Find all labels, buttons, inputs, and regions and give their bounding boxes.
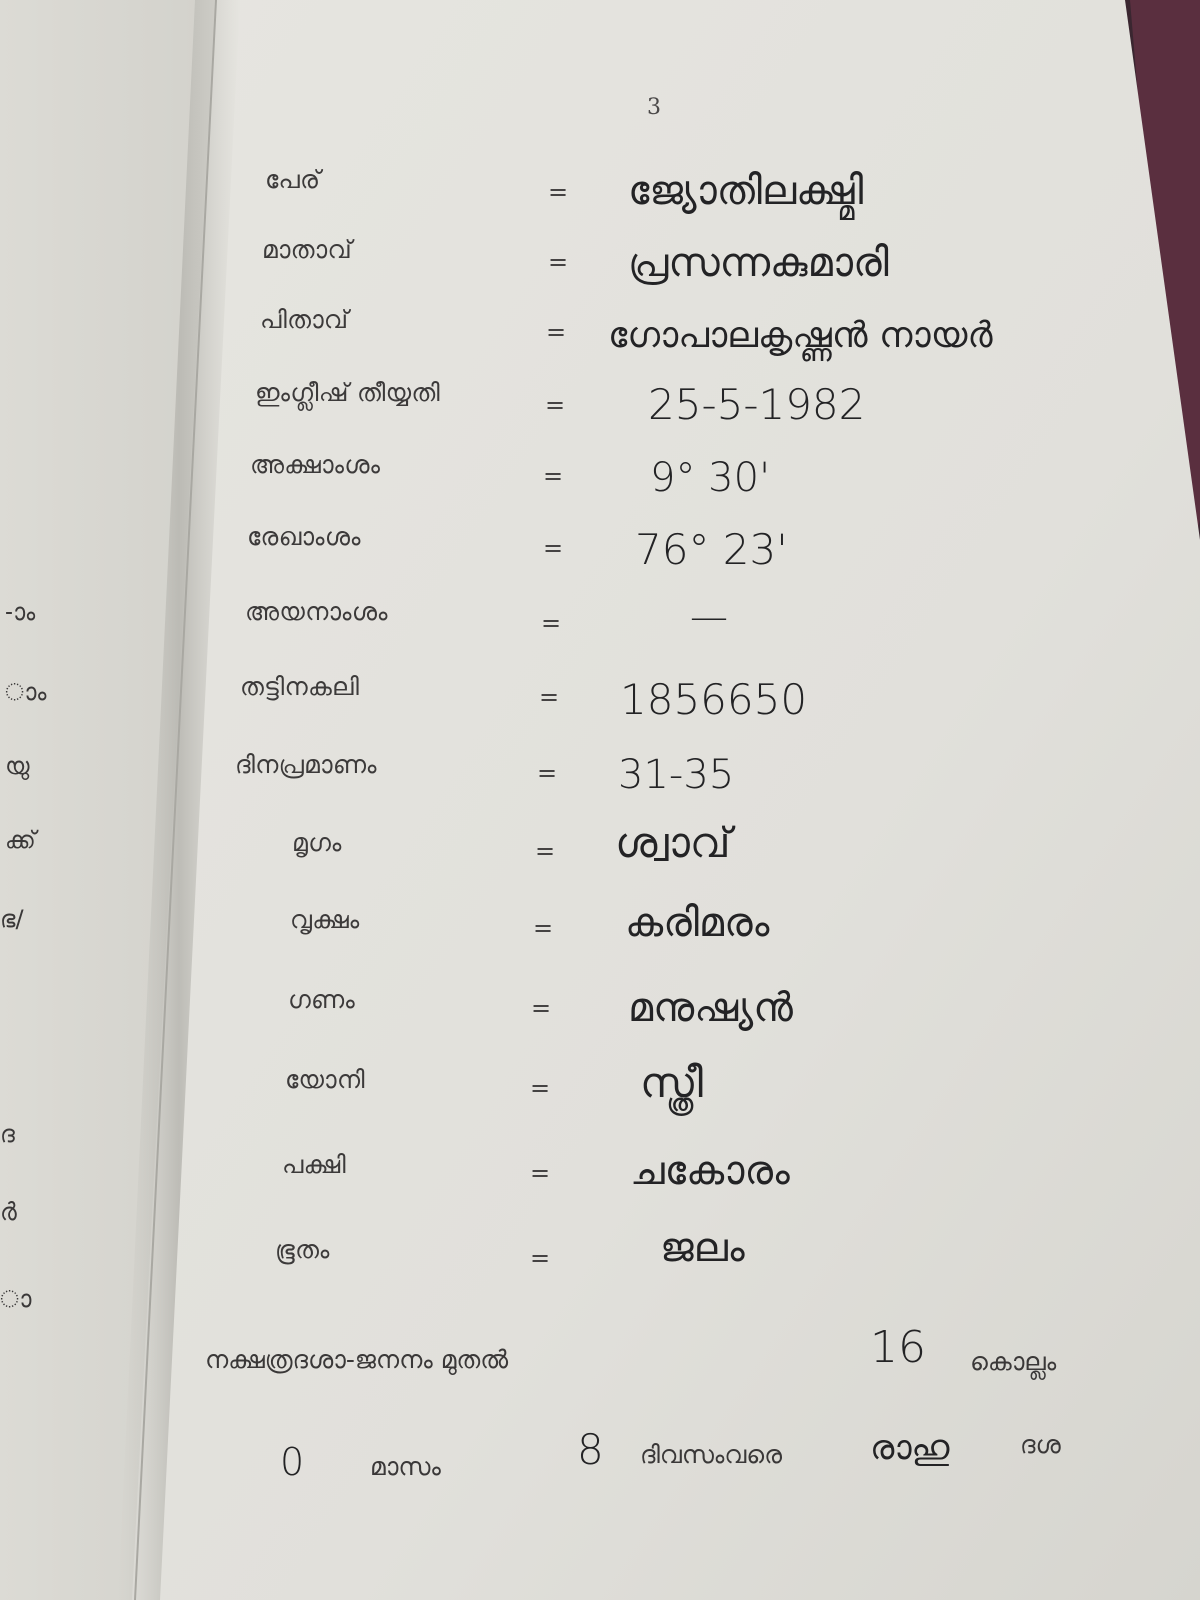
equals-sign: =	[547, 178, 569, 206]
field-value-handwritten: മനുഷ്യൻ	[628, 985, 793, 1031]
field-value-handwritten: 76° 23'	[635, 525, 788, 574]
equals-sign: =	[542, 534, 564, 562]
field-label: മാതാവ്	[262, 235, 352, 264]
field-value-handwritten: ജലം	[660, 1225, 745, 1271]
equals-sign: =	[529, 1074, 551, 1102]
equals-sign: =	[534, 837, 556, 865]
field-value-handwritten: ചകോരം	[630, 1148, 790, 1194]
field-value-handwritten: 31-35	[618, 752, 735, 798]
dasha-days-value: 8	[577, 1425, 604, 1474]
left-page-fragment: ക്ക്	[5, 826, 36, 854]
field-label: മൃഗം	[292, 828, 342, 857]
field-label: ദിനപ്രമാണം	[235, 750, 377, 779]
dasha-years-value: 16	[870, 1322, 926, 1373]
field-label: അയനാംശം	[245, 597, 388, 626]
field-label: പിതാവ്	[260, 305, 349, 334]
dasha-suffix: ദശ	[1020, 1430, 1061, 1459]
field-label: ഭൂതം	[275, 1235, 330, 1264]
equals-sign: =	[536, 759, 558, 787]
dasha-months-label: മാസം	[370, 1452, 441, 1481]
field-value-handwritten: —	[690, 595, 728, 639]
dasha-years-label: കൊല്ലം	[970, 1347, 1057, 1376]
field-label: പേര്	[265, 165, 321, 194]
equals-sign: =	[530, 994, 552, 1022]
equals-sign: =	[545, 318, 567, 346]
equals-sign: =	[544, 391, 566, 419]
field-label: വൃക്ഷം	[290, 905, 360, 934]
dasha-name: രാഹു	[870, 1428, 950, 1468]
equals-sign: =	[529, 1244, 551, 1272]
field-value-handwritten: 1856650	[620, 675, 808, 724]
left-page-fragment: ാം	[5, 678, 47, 706]
equals-sign: =	[547, 248, 569, 276]
field-value-handwritten: സ്ത്രീ	[640, 1058, 703, 1107]
field-label: ഗണം	[288, 985, 355, 1014]
field-value-handwritten: പ്രസന്നകുമാരി	[628, 240, 889, 286]
field-value-handwritten: ജ്യോതിലക്ഷ്മി	[628, 168, 864, 214]
field-value-handwritten: ശ്വാവ്	[615, 818, 731, 867]
dasha-intro: നക്ഷത്രദശാ-ജനനം മുതൽ	[205, 1345, 509, 1374]
left-page-fragment: ഭ/	[0, 905, 24, 933]
field-value-handwritten: 25-5-1982	[648, 380, 866, 429]
field-label: തട്ടിനകലി	[240, 672, 360, 701]
page-number: 3	[647, 95, 661, 120]
left-page-fragment: ർ	[0, 1198, 17, 1226]
field-value-handwritten: ഗോപാലകൃഷ്ണൻ നായർ	[608, 315, 993, 356]
dasha-months-value: 0	[280, 1440, 305, 1484]
left-page-fragment: -ാം	[5, 598, 36, 626]
equals-sign: =	[532, 914, 554, 942]
equals-sign: =	[538, 683, 560, 711]
left-page-fragment: ാ	[0, 1285, 32, 1313]
equals-sign: =	[529, 1159, 551, 1187]
field-label: അക്ഷാംശം	[250, 450, 381, 479]
left-page-fragment: ദ	[0, 1120, 15, 1148]
dasha-days-label: ദിവസംവരെ	[640, 1440, 783, 1469]
equals-sign: =	[542, 462, 564, 490]
field-value-handwritten: കരിമരം	[625, 900, 770, 946]
field-label: പക്ഷി	[282, 1150, 346, 1179]
field-label: യോനി	[285, 1065, 365, 1094]
field-label: ഇംഗ്ലീഷ് തീയ്യതി	[255, 378, 440, 407]
left-page-fragment: യു	[5, 752, 30, 780]
field-value-handwritten: 9° 30'	[650, 455, 771, 501]
field-label: രേഖാംശം	[247, 522, 361, 551]
equals-sign: =	[540, 609, 562, 637]
